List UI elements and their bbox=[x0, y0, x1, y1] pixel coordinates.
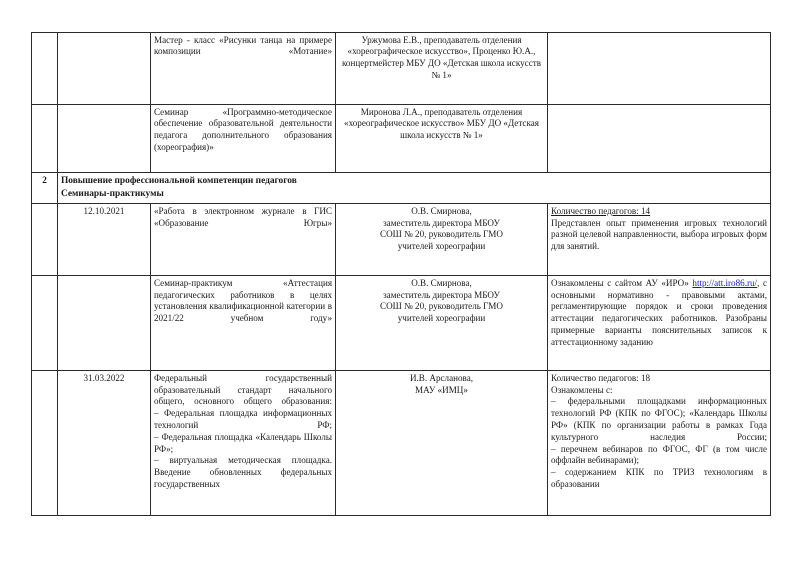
result-paragraph: – перечнем вебинаров по ФГОС, ФГ (в том числе оффлайн вебинарами); bbox=[551, 443, 767, 466]
cell-presenter bbox=[336, 204, 548, 276]
cell-result bbox=[548, 204, 771, 276]
cell-result bbox=[548, 276, 771, 371]
presenter-line: учителей хореографии bbox=[397, 313, 486, 324]
result-intro-text: Ознакомлены с сайтом АУ «ИРО» bbox=[551, 277, 689, 288]
cell-presenter bbox=[336, 371, 548, 516]
cell-date: 31.03.2022 bbox=[58, 371, 151, 516]
presenter-line: МАУ «ИМЦ» bbox=[415, 384, 468, 395]
presenter-line: учителей хореографии bbox=[397, 241, 486, 252]
cell-event-title: Семинар-практикум «Аттестация педагогических работников в целях установления квалификационной категории в 2021/22 учебном году» bbox=[151, 276, 336, 371]
cell-date bbox=[58, 105, 151, 173]
presenter-line: СОШ № 20, руководитель ГМО bbox=[380, 229, 503, 240]
result-continuation-text: , с основными нормативно - правовыми актами, регламентирующие порядок и сроки проведения аттестации педагогических работников. Разобраны примерные варианты пояснительных записок к аттестационному заданию bbox=[551, 277, 767, 347]
presenter-line: заместитель директора МБОУ bbox=[383, 217, 500, 228]
title-paragraph: Федеральный государственный образовательный стандарт начального общего, основного общего образования: bbox=[154, 372, 332, 407]
section-heading-line-1: Повышение профессиональной компетенции педагогов bbox=[61, 175, 297, 186]
result-paragraph: – содержанием КПК по ТРИЗ технологиям в образовании bbox=[551, 467, 767, 490]
cell-date: 12.10.2021 bbox=[58, 204, 151, 276]
presenter-line: заместитель директора МБОУ bbox=[383, 289, 500, 300]
cell-date bbox=[58, 33, 151, 105]
result-paragraph: Ознакомлены с: bbox=[551, 384, 613, 395]
cell-event-title: «Работа в электронном журнале в ГИС «Образование Югры» bbox=[151, 204, 336, 276]
table-row bbox=[32, 204, 771, 276]
cell-number bbox=[32, 33, 58, 105]
cell-event-title: Мастер - класс «Рисунки танца на примере композиции «Мотание» bbox=[151, 33, 336, 105]
attestation-site-link[interactable]: http://att.iro86.ru/ bbox=[692, 277, 758, 288]
cell-result bbox=[548, 371, 771, 516]
table-row bbox=[32, 371, 771, 516]
title-paragraph: – виртуальная методическая площадка. Введение обновленных федеральных государственных bbox=[154, 455, 332, 490]
cell-section-number: 2 bbox=[32, 173, 58, 204]
presenter-line: О.В. Смирнова, bbox=[411, 205, 472, 216]
cell-presenter: Миронова Л.А., преподаватель отделения «хореографическое искусство» МБУ ДО «Детская школа искусств № 1» bbox=[336, 105, 548, 173]
presenter-line: И.В. Арсланова, bbox=[409, 372, 474, 383]
cell-number bbox=[32, 371, 58, 516]
section-heading-line-2: Семинары-практикумы bbox=[61, 189, 164, 200]
table-section-row bbox=[32, 173, 771, 204]
result-paragraph: – федеральными площадками информационных технологий РФ (КПК по ФГОС); «Календарь Школы РФ» (КПК по организации работы в рамках Года культурного наследия России; bbox=[551, 396, 767, 442]
title-paragraph: – Федеральная площадка «Календарь Школы РФ»; bbox=[154, 431, 332, 454]
table-row bbox=[32, 276, 771, 371]
cell-section-heading bbox=[58, 173, 771, 204]
table-row bbox=[32, 33, 771, 105]
cell-presenter: Уржумова Е.В., преподаватель отделения «хореографическое искусство», Проценко Ю.А., концертмейстер МБУ ДО «Детская школа искусств № 1» bbox=[336, 33, 548, 105]
cell-date bbox=[58, 276, 151, 371]
result-count-label: Количество педагогов: 14 bbox=[551, 205, 651, 216]
cell-result bbox=[548, 105, 771, 173]
cell-result bbox=[548, 33, 771, 105]
title-paragraph: – Федеральная площадка информационных технологий РФ; bbox=[154, 408, 332, 430]
presenter-line: О.В. Смирнова, bbox=[411, 277, 472, 288]
cell-event-title bbox=[151, 371, 336, 516]
cell-number bbox=[32, 105, 58, 173]
cell-number bbox=[32, 276, 58, 371]
activity-report-table bbox=[31, 32, 771, 516]
cell-event-title: Семинар «Программно-методическое обеспечение образовательной деятельности педагога дополнительного образования (хореография)» bbox=[151, 105, 336, 173]
table-row bbox=[32, 105, 771, 173]
presenter-line: СОШ № 20, руководитель ГМО bbox=[380, 301, 503, 312]
result-body: Представлен опыт применения игровых технологий разной целевой направленности, выбора игровых форм для занятий. bbox=[551, 217, 767, 252]
cell-presenter bbox=[336, 276, 548, 371]
cell-number bbox=[32, 204, 58, 276]
result-count-label: Количество педагогов: 18 bbox=[551, 372, 651, 383]
